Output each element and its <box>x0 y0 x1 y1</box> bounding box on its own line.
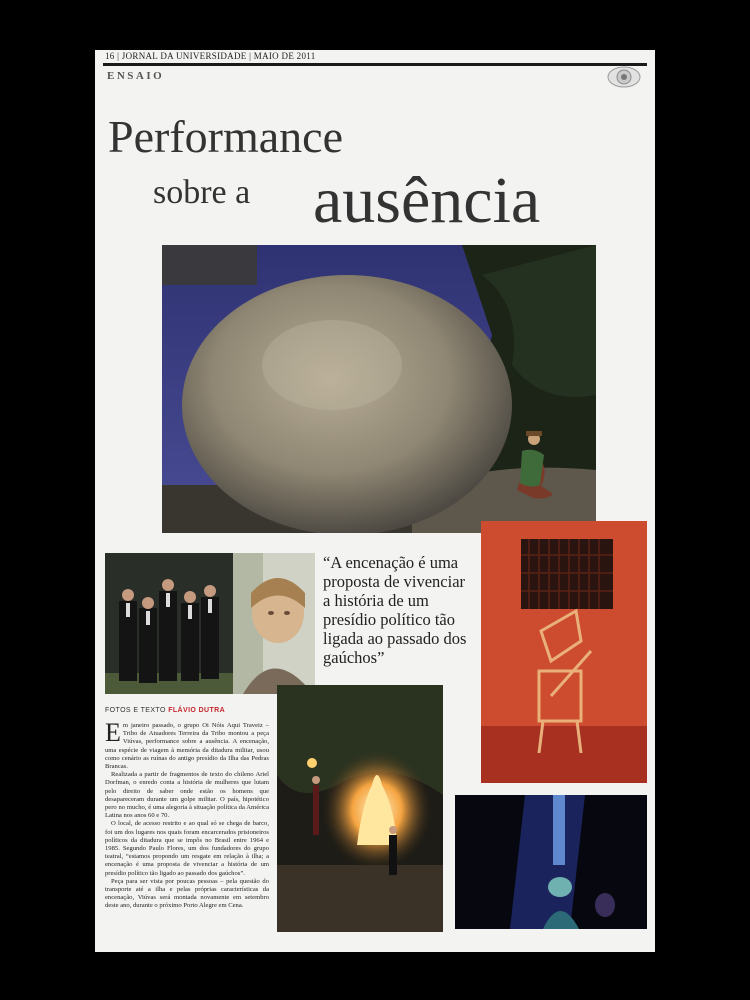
camera-lens-icon <box>607 66 641 88</box>
boulder-photo <box>162 245 596 533</box>
credit-author: FLÁVIO DUTRA <box>168 707 226 714</box>
section-label: ENSAIO <box>107 70 165 82</box>
body-paragraph-1 <box>105 722 269 771</box>
running-head: 16 | JORNAL DA UNIVERSIDADE | MAIO DE 2011 <box>105 51 316 61</box>
newspaper-page <box>95 50 655 952</box>
men-in-suits-photo <box>105 553 233 694</box>
headline-line-3: ausência <box>313 164 541 237</box>
body-paragraph-4: Peça para ser vista por poucas pessoas – pela questão do transporte até a ilha e pelas próprias características da encenação, Viúvas será montada novamente em setembro deste ano, durante o próximo Porto Alegre em Cena. <box>105 877 269 910</box>
photo-credit <box>105 707 225 714</box>
body-paragraph-3: O local, de acesso restrito e ao qual só se chega de barco, foi um dos lugares nos quais foram encarcerados prisioneiros políticos da ditadura que se impôs no Brasil entre 1964 e 1985. Segundo Paulo Flores, um dos fundadores do grupo teatral, “estamos propondo um resgate em relação à ilha; a encenação é uma proposta de vivenciar a história de um presídio político tão ligado ao passado dos gaúchos”. <box>105 820 269 877</box>
header-rule <box>103 63 647 66</box>
body-paragraph-2: Realizada a partir de fragmentos de texto do chileno Ariel Dorfman, o enredo conta a história de mulheres que lutam pelo direito de saber onde estão os homens que desapareceram durante um golpe militar. O país, hipotético pero no mucho, é uma alegoria à situação política da América Latina nos anos 60 e 70. <box>105 771 269 820</box>
drop-cap: E <box>105 722 121 747</box>
woman-face-photo <box>233 553 315 694</box>
pull-quote: “A encenação é uma proposta de vivenciar a história de um presídio político tão ligada ao passado dos gaúchos” <box>323 553 467 667</box>
headline-line-2: sobre a <box>153 174 251 211</box>
bonfire-photo <box>277 685 443 932</box>
credit-label: FOTOS E TEXTO <box>105 707 166 714</box>
article-body <box>105 722 269 944</box>
body-paragraph-1-text: m janeiro passado, o grupo Oi Nóis Aqui Traveiz – Tribo de Atuadores Terreira da Tribo montou a peça Viúvas, performance sobre a ausência. A encenação, uma espécie de viagem à memória da ditadura militar, usou como cenário as ruínas do antigo presídio da Ilha das Pedras Brancas. <box>105 722 269 771</box>
blue-stage-photo <box>455 795 647 929</box>
headline-line-1: Performance <box>108 111 343 162</box>
red-room-photo <box>481 521 647 783</box>
